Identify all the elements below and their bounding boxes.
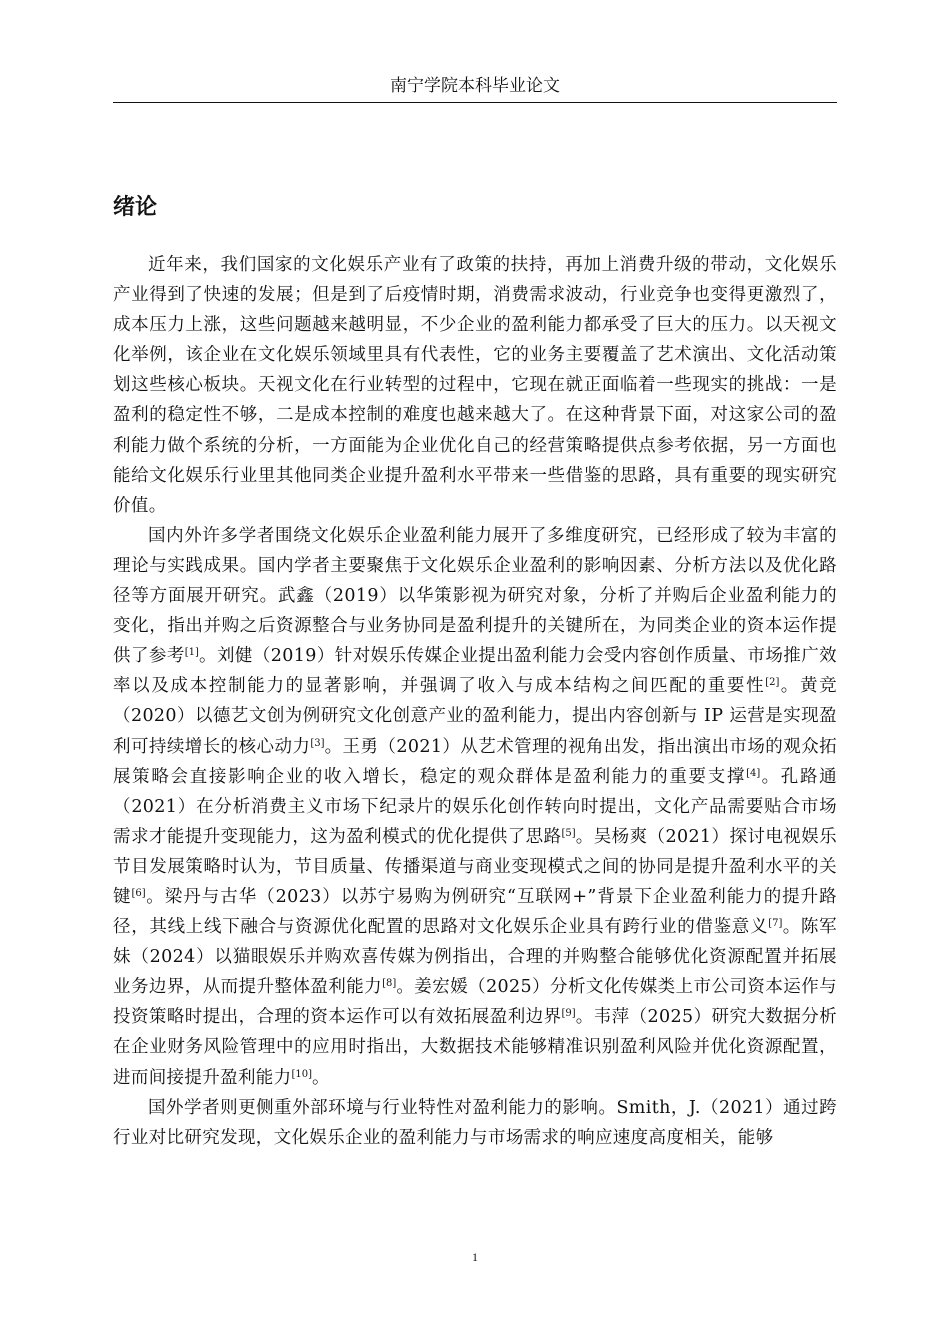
citation-ref: [3] <box>310 737 325 749</box>
paragraph-literature-foreign: 国外学者则更侧重外部环境与行业特性对盈利能力的影响。Smith，J.（2021）通过跨行业对比研究发现，文化娱乐企业的盈利能力与市场需求的响应速度高度相关，能够 <box>113 1097 837 1148</box>
citation-ref: [5] <box>561 827 576 839</box>
citation-ref: [8] <box>382 978 397 990</box>
section-title: 绪论 <box>113 195 158 220</box>
citation-ref: [2] <box>765 677 780 689</box>
citation-ref: [9] <box>561 1008 576 1020</box>
text-segment: 。吴杨爽（2021）探讨电视娱乐节目发展策略时认为，节目质量、传播渠道与商业变现模式之间的协同是提升盈利水平的关键 <box>113 826 837 907</box>
header-rule <box>113 102 837 103</box>
paragraph-intro: 近年来，我们国家的文化娱乐产业有了政策的扶持，再加上消费升级的带动，文化娱乐产业得到了快速的发展；但是到了后疫情时期，消费需求波动，行业竞争也变得更激烈了，成本压力上涨，这些问题越来越明显，不少企业的盈利能力都承受了巨大的压力。以天视文化举例，该企业在文化娱乐领域里具有代表性，它的业务主要覆盖了艺术演出、文化活动策划这些核心板块。天视文化在行业转型的过程中，它现在就正面临着一些现实的挑战：一是盈利的稳定性不够，二是成本控制的难度也越来越大了。在这种背景下面，对这家公司的盈利能力做个系统的分析，一方面能为企业优化自己的经营策略提供点参考依据，另一方面也能给文化娱乐行业里其他同类企业提升盈利水平带来一些借鉴的思路，具有重要的现实研究价值。 <box>113 255 837 516</box>
running-header: 南宁学院本科毕业论文 <box>390 76 560 96</box>
text-segment: 。姜宏媛（2025）分析文化传媒类上市公司资本运作与投资策略时提出，合理的资本运作可以有效拓展盈利边界 <box>113 977 837 1028</box>
text-segment: 。孔路通（2021）在分析消费主义市场下纪录片的娱乐化创作转向时提出，文化产品需要贴合市场需求才能提升变现能力，这为盈利模式的优化提供了思路 <box>113 766 837 847</box>
citation-ref: [1] <box>184 647 199 659</box>
paragraph-literature-domestic <box>113 521 837 1093</box>
text-segment: 。王勇（2021）从艺术管理的视角出发，指出演出市场的观众拓展策略会直接影响企业的收入增长，稳定的观众群体是盈利能力的重要支撑 <box>113 736 837 787</box>
text-segment: 国内外许多学者围绕文化娱乐企业盈利能力展开了多维度研究，已经形成了较为丰富的理论与实践成果。国内学者主要聚焦于文化娱乐企业盈利的影响因素、分析方法以及优化路径等方面展开研究。武鑫（2019）以华策影视为研究对象，分析了并购后企业盈利能力的变化，指出并购之后资源整合与业务协同是盈利提升的关键所在，为同类企业的资本运作提供了参考 <box>113 525 837 667</box>
citation-ref: [7] <box>768 918 783 930</box>
text-segment: 。梁丹与古华（2023）以苏宁易购为例研究“互联网+”背景下企业盈利能力的提升路径，其线上线下融合与资源优化配置的思路对文化娱乐企业具有跨行业的借鉴意义 <box>113 886 837 938</box>
text-segment: 。黄竞（2020）以德艺文创为例研究文化创意产业的盈利能力，提出内容创新与 IP 运营是实现盈利可持续增长的核心动力 <box>113 676 837 757</box>
text-segment: 。 <box>312 1067 330 1088</box>
body-text <box>113 250 837 1153</box>
citation-ref: [4] <box>746 767 761 779</box>
text-segment: 。刘健（2019）针对娱乐传媒企业提出盈利能力会受内容创作质量、市场推广效率以及成本控制能力的显著影响，并强调了收入与成本结构之间匹配的重要性 <box>113 646 837 697</box>
text-segment: 。韦萍（2025）研究大数据分析在企业财务风险管理中的应用时指出，大数据技术能够精准识别盈利风险并优化资源配置，进而间接提升盈利能力 <box>113 1007 837 1088</box>
citation-ref: [6] <box>131 887 146 899</box>
citation-ref: [10] <box>291 1068 313 1080</box>
text-segment: 。陈军妹（2024）以猫眼娱乐并购欢喜传媒为例指出，合理的并购整合能够优化资源配置并拓展业务边界，从而提升整体盈利能力 <box>113 917 837 998</box>
page-number: 1 <box>472 1250 478 1264</box>
